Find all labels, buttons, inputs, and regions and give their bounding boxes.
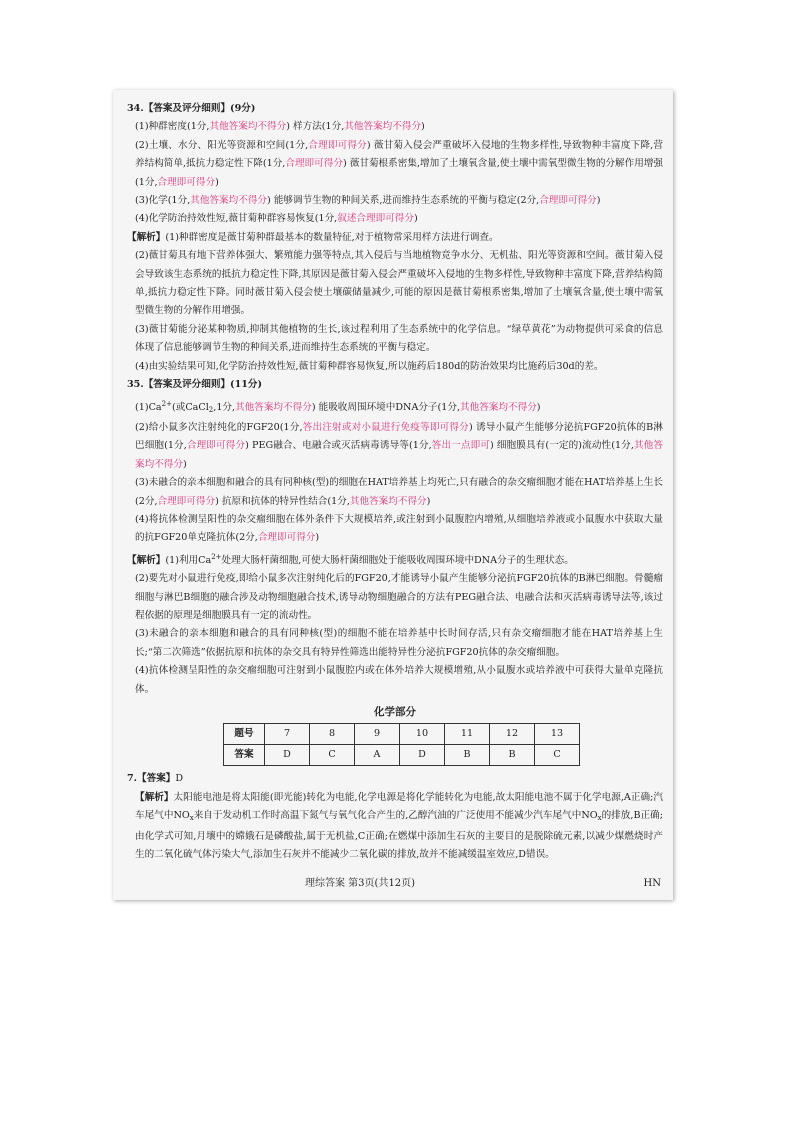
text: (2)土壤、水分、阳光等资源和空间(1分, — [135, 139, 309, 151]
analysis-label: 【解析】 — [127, 554, 166, 566]
table-cell: A — [355, 745, 400, 766]
table-cell: B — [490, 745, 535, 766]
text: ) 抗原和抗体的特异性结合(1分, — [215, 495, 350, 507]
q35-answer-2 — [127, 419, 663, 474]
answer-sheet-page — [113, 90, 673, 900]
text: ) — [315, 532, 320, 544]
text: (4)将抗体检测呈阳性的杂交瘤细胞在体外条件下大规模培养,或注射到小鼠腹腔内增殖,从细胞培养液或小鼠腹水中获取大量的抗FGF20单克隆抗体(2分, — [135, 513, 663, 544]
table-cell: C — [535, 745, 580, 766]
table-cell: D — [400, 745, 445, 766]
table-header-cell: 答案 — [224, 745, 265, 766]
q35-answer-3 — [127, 474, 663, 511]
q34-answer-2 — [127, 137, 663, 192]
q34-analysis-4: (4)由实验结果可知,化学防治持效性短,薇甘菊种群容易恢复,所以施药后180d的防治效果均比施药后30d的差。 — [135, 360, 604, 372]
text: ) — [421, 121, 425, 133]
text: (1)Ca — [135, 401, 162, 413]
q35-answer-4 — [127, 511, 663, 548]
text: (2)给小鼠多次注射纯化的FGF20(1分, — [135, 421, 303, 433]
superscript: 2+ — [161, 399, 172, 408]
table-row — [224, 745, 580, 766]
q34-heading: 34.【答案及评分细则】(9分) — [127, 103, 256, 114]
table-cell: 11 — [445, 724, 490, 745]
grading-note: 其他答案均不得分 — [235, 401, 312, 413]
text: ) 诱导小鼠产生能够分泌抗FGF20抗体的B淋巴细胞(1分, — [135, 421, 664, 452]
q34-analysis-2: (2)薇甘菊具有地下营养体强大、繁殖能力强等特点,其入侵后与当地植物竞争水分、无机盐、阳光等资源和空间。薇甘菊入侵会导致该生态系统的抵抗力稳定性下降,其原因是薇甘菊入侵会严重破坏入侵地的生物多样性,导致物种丰富度下降,营养结构简单,抵抗力稳定性下降。同时薇甘菊入侵会使土壤碳储量减少,可能的原因是薇甘菊根系密集,增加了土壤氧含量,使土壤中需氧型微生物的分解作用增强。 — [135, 250, 663, 317]
text: (1)利用Ca — [165, 554, 212, 566]
grading-note: 叙述合理即可得分 — [337, 213, 414, 225]
q7-heading — [127, 770, 663, 788]
text: (4)化学防治持效性短,薇甘菊种群容易恢复(1分, — [135, 213, 338, 225]
grading-note: 合理即可得分 — [285, 158, 343, 170]
text: 处理大肠杆菌细胞,可使大肠杆菌细胞处于能吸收周围环境中DNA分子的生理状态。 — [221, 554, 574, 566]
grading-note: 合理即可得分 — [539, 195, 597, 207]
text: ) 薇甘菊入侵会严重破坏入侵地的生物多样性,导致物种丰富度下降,营养结构简单,抵抗力稳定性下降(1分, — [135, 139, 663, 170]
grading-note: 合理即可得分 — [257, 532, 316, 544]
table-header-cell: 题号 — [224, 724, 265, 745]
table-cell: C — [310, 745, 355, 766]
text: ) — [215, 176, 219, 188]
text: ) 细胞膜具有(一定的)流动性(1分, — [489, 440, 634, 452]
grading-note: 其他答案均不得分 — [349, 495, 427, 507]
grading-note: 合理即可得分 — [157, 495, 216, 507]
text: 的排放,B正确;由化学式可知,月壤中的嫦娥石是磷酸盐,属于无机盐,C正确;在燃煤中添加生石灰的主要目的是脱除硫元素,以减少煤燃烧时产生的二氧化硫气体污染大气,添加生石灰并不能减少二氧化碳的排放,故并不能减缓温室效应,D错误。 — [135, 810, 663, 861]
text: ) 样方法(1分, — [286, 121, 345, 133]
text: ) 能吸收周围环境中DNA分子(1分, — [311, 401, 461, 413]
text: ) — [596, 195, 601, 207]
text: 7.【答案】 — [127, 773, 176, 785]
grading-note: 答出注射或对小鼠进行免疫等即可得分 — [302, 421, 469, 433]
q35-analysis-2: (2)要先对小鼠进行免疫,即给小鼠多次注射纯化后的FGF20,才能诱导小鼠产生能够分泌抗FGF20抗体的B淋巴细胞。骨髓瘤细胞与淋巴B细胞的融合涉及动物细胞融合技术,诱导动物细胞融合的方法有PEG融合法、电融合法和灭活病毒诱导法等,该过程依据的原理是细胞膜具有一定的流动性。 — [135, 573, 663, 621]
text: ) 薇甘菊根系密集,增加了土壤氧含量,使土壤中需氧型微生物的分解作用增强(1分, — [135, 158, 664, 188]
grading-note: 答出一点即可 — [431, 440, 490, 452]
text: ) PEG融合、电融合或灭活病毒诱导等(1分, — [245, 440, 432, 452]
text: 来自于发动机工作时高温下氮气与氧气化合产生的,乙醇汽油的广泛使用不能减少汽车尾气中NO — [193, 810, 598, 822]
text: 太阳能电池是将太阳能(即光能)转化为电能,化学电源是将化学能转化为电能,故太阳能电池不属于化学电源,A正确;汽车尾气中NO — [135, 791, 664, 822]
q34-answer-1 — [127, 118, 663, 136]
table-cell: D — [265, 745, 310, 766]
q35-analysis-4: (4)抗体检测呈阳性的杂交瘤细胞可注射到小鼠腹腔内或在体外培养大规模增殖,从小鼠腹水或培养液中可获得大量单克隆抗体。 — [135, 665, 663, 695]
grading-note: 合理即可得分 — [186, 440, 246, 452]
text: (1)种群密度是薇甘菊种群最基本的数量特征,对于植物常采用样方法进行调查。 — [165, 231, 499, 243]
text: ) — [536, 401, 541, 413]
chem-section-title: 化学部分 — [374, 706, 416, 718]
text: ) — [426, 495, 431, 507]
text: (或CaCl — [171, 401, 209, 413]
q35-answer-1 — [127, 395, 663, 419]
text: D — [175, 773, 184, 785]
text: (1)种群密度(1分, — [135, 121, 210, 133]
table-cell: 10 — [400, 724, 445, 745]
region-code: HN — [643, 878, 661, 889]
text: ) — [182, 458, 187, 470]
table-cell: B — [445, 745, 490, 766]
table-cell: 9 — [355, 724, 400, 745]
table-cell: 8 — [310, 724, 355, 745]
analysis-label: 【解析】 — [127, 231, 166, 243]
grading-note: 其他答案均不得分 — [460, 401, 537, 413]
table-row — [224, 724, 580, 745]
q34-answer-3 — [127, 192, 663, 210]
q34-answer-4 — [127, 210, 663, 228]
text: (3)未融合的亲本细胞和融合的具有同种核(型)的细胞在HAT培养基上均死亡,只有融合的杂交瘤细胞才能在HAT培养基上生长(2分, — [135, 477, 663, 507]
table-cell: 13 — [535, 724, 580, 745]
analysis-label: 【解析】 — [135, 791, 174, 803]
q7-analysis — [127, 789, 663, 865]
subscript: 2 — [208, 405, 214, 414]
subscript: x — [597, 814, 602, 823]
text: ) 能够调节生物的种间关系,进而维持生态系统的平衡与稳定(2分, — [267, 195, 540, 207]
chem-answer-table — [223, 723, 580, 766]
q34-analysis-1 — [127, 229, 663, 247]
page-number: 理综答案 第3页(共12页) — [305, 878, 416, 889]
grading-note: 其他答案均不得分 — [344, 121, 422, 133]
text: (3)化学(1分, — [135, 195, 191, 207]
grading-note: 其他答案均不得分 — [135, 440, 664, 470]
text: ) — [413, 213, 418, 225]
grading-note: 其他答案均不得分 — [209, 121, 287, 133]
q35-analysis-1 — [127, 548, 663, 570]
table-cell: 12 — [490, 724, 535, 745]
grading-note: 合理即可得分 — [308, 139, 367, 151]
grading-note: 合理即可得分 — [157, 176, 216, 188]
subscript: x — [189, 814, 194, 823]
table-cell: 7 — [265, 724, 310, 745]
q35-analysis-3: (3)未融合的亲本细胞和融合的具有同种核(型)的细胞不能在培养基中长时间存活,只有杂交瘤细胞才能在HAT培养基上生长;“第二次筛选”依据抗原和抗体的杂交具有特异性筛选出能特异性分泌抗FGF20抗体的杂交瘤细胞。 — [135, 628, 663, 658]
superscript: 2+ — [211, 552, 222, 561]
text: ,1分, — [213, 401, 236, 413]
q35-heading: 35.【答案及评分细则】(11分) — [127, 379, 263, 391]
grading-note: 其他答案均不得分 — [190, 195, 268, 207]
q34-analysis-3: (3)薇甘菊能分泌某种物质,抑制其他植物的生长,该过程利用了生态系统中的化学信息。“绿草黄花”为动物提供可采食的信息体现了信息能够调节生物的种间关系,进而维持生态系统的平衡与稳定。 — [135, 323, 663, 354]
